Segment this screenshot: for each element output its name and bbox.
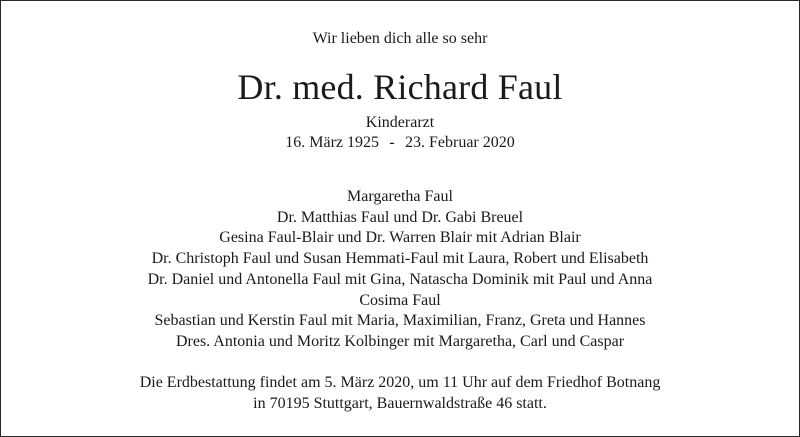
mourner-line: Sebastian und Kerstin Faul mit Maria, Maximilian, Franz, Greta und Hannes bbox=[154, 312, 646, 330]
mourner-line: Gesina Faul-Blair und Dr. Warren Blair mit Adrian Blair bbox=[219, 229, 581, 247]
life-dates bbox=[0, 134, 800, 152]
mourner-line: Cosima Faul bbox=[359, 291, 441, 309]
motto: Wir lieben dich alle so sehr bbox=[312, 30, 488, 47]
mourner-line: Dr. Christoph Faul und Susan Hemmati-Faul mit Laura, Robert und Elisabeth bbox=[151, 250, 649, 268]
birth-date: 16. März 1925 bbox=[285, 134, 379, 151]
death-date: 23. Februar 2020 bbox=[405, 134, 515, 151]
mourners-list bbox=[0, 187, 800, 353]
funeral-notice-line: Die Erdbestattung findet am 5. März 2020, um 11 Uhr auf dem Friedhof Botnang bbox=[139, 374, 661, 391]
funeral-notice-line: in 70195 Stuttgart, Bauernwaldstraße 46 statt. bbox=[253, 395, 547, 412]
mourner-line: Dr. Daniel und Antonella Faul mit Gina, Natascha Dominik mit Paul und Anna bbox=[147, 270, 653, 288]
deceased-profession: Kinderarzt bbox=[365, 114, 435, 131]
mourner-line: Dres. Antonia und Moritz Kolbinger mit Margaretha, Carl und Caspar bbox=[175, 332, 625, 350]
funeral-notice bbox=[0, 372, 800, 414]
mourner-line: Dr. Matthias Faul und Dr. Gabi Breuel bbox=[276, 208, 524, 226]
deceased-name: Dr. med. Richard Faul bbox=[237, 67, 563, 107]
date-separator: - bbox=[389, 134, 395, 151]
mourner-line: Margaretha Faul bbox=[347, 188, 453, 205]
